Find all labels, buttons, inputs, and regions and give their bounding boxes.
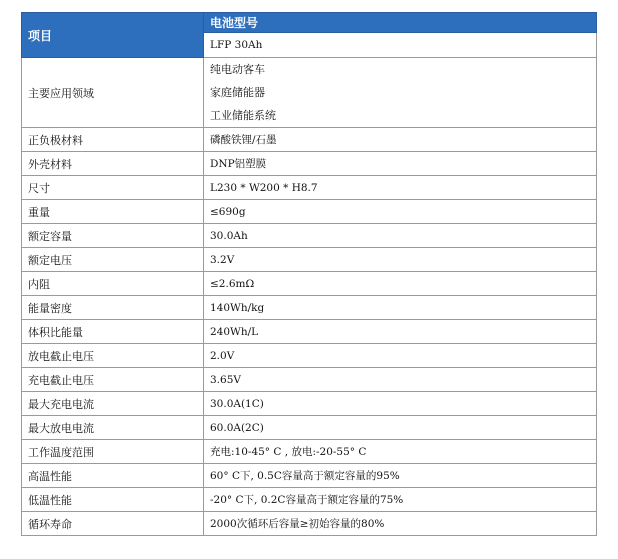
spec-value: DNP铝塑膜 — [204, 152, 597, 176]
battery-spec-table — [21, 12, 597, 536]
spec-value: 2000次循环后容量≥初始容量的80% — [204, 512, 597, 536]
spec-row — [22, 248, 597, 272]
spec-row — [22, 488, 597, 512]
spec-label: 低温性能 — [22, 488, 204, 512]
spec-value: 3.65V — [204, 368, 597, 392]
spec-label: 高温性能 — [22, 464, 204, 488]
spec-row — [22, 464, 597, 488]
spec-value: 60.0A(2C) — [204, 416, 597, 440]
spec-label: 放电截止电压 — [22, 344, 204, 368]
application-value: 家庭储能器 — [210, 86, 265, 99]
application-value: 纯电动客车 — [210, 63, 265, 76]
spec-row — [22, 392, 597, 416]
spec-row — [22, 512, 597, 536]
spec-row — [22, 344, 597, 368]
spec-row — [22, 200, 597, 224]
spec-label: 额定容量 — [22, 224, 204, 248]
spec-value: 140Wh/kg — [204, 296, 597, 320]
spec-value: L230 * W200 * H8.7 — [204, 176, 597, 200]
spec-value: 30.0Ah — [204, 224, 597, 248]
header-item-cell: 项目 — [22, 13, 204, 58]
spec-label: 体积比能量 — [22, 320, 204, 344]
spec-row — [22, 440, 597, 464]
spec-table-body — [22, 13, 597, 536]
spec-row — [22, 152, 597, 176]
spec-label: 循环寿命 — [22, 512, 204, 536]
spec-label: 正负极材料 — [22, 128, 204, 152]
application-row — [22, 58, 597, 128]
spec-value: 充电:10-45° C , 放电:-20-55° C — [204, 440, 597, 464]
spec-label: 充电截止电压 — [22, 368, 204, 392]
spec-value: 30.0A(1C) — [204, 392, 597, 416]
spec-row — [22, 296, 597, 320]
header-row — [22, 13, 597, 33]
header-model-cell: 电池型号 — [204, 13, 597, 33]
spec-row — [22, 128, 597, 152]
spec-label: 外壳材料 — [22, 152, 204, 176]
spec-label: 最大放电电流 — [22, 416, 204, 440]
spec-label: 额定电压 — [22, 248, 204, 272]
spec-row — [22, 416, 597, 440]
spec-value: 3.2V — [204, 248, 597, 272]
spec-label: 重量 — [22, 200, 204, 224]
spec-label: 最大充电电流 — [22, 392, 204, 416]
spec-label: 工作温度范围 — [22, 440, 204, 464]
spec-row — [22, 320, 597, 344]
spec-row — [22, 224, 597, 248]
spec-row — [22, 176, 597, 200]
application-value: 工业储能系统 — [210, 109, 276, 122]
spec-value: 60° C下, 0.5C容量高于额定容量的95% — [204, 464, 597, 488]
spec-label: 尺寸 — [22, 176, 204, 200]
spec-value: 240Wh/L — [204, 320, 597, 344]
spec-label: 内阻 — [22, 272, 204, 296]
spec-value: ≤2.6mΩ — [204, 272, 597, 296]
spec-value: ≤690g — [204, 200, 597, 224]
model-value: LFP 30Ah — [204, 33, 597, 58]
spec-value: 磷酸铁锂/石墨 — [204, 128, 597, 152]
spec-row — [22, 272, 597, 296]
spec-label: 能量密度 — [22, 296, 204, 320]
spec-row — [22, 368, 597, 392]
spec-value: -20° C下, 0.2C容量高于额定容量的75% — [204, 488, 597, 512]
spec-value: 2.0V — [204, 344, 597, 368]
application-label: 主要应用领域 — [22, 58, 204, 128]
application-values — [204, 58, 597, 128]
